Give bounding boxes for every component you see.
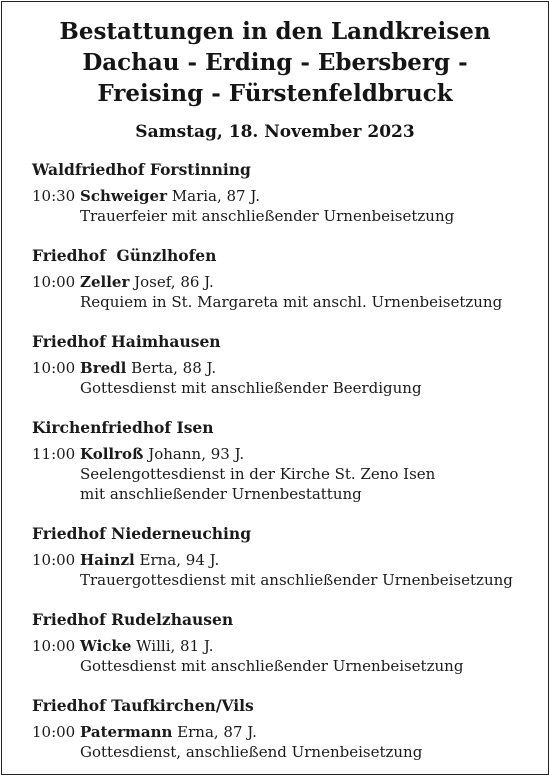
funeral-time: 10:00	[32, 637, 76, 655]
entry-header	[32, 272, 542, 292]
funeral-time: 11:00	[32, 445, 76, 463]
cemetery-block	[32, 524, 542, 590]
deceased-surname: Wicke	[80, 637, 132, 655]
title-line-3: Freising - Fürstenfeldbruck	[97, 80, 453, 107]
cemetery-block	[32, 332, 542, 398]
cemetery-name: Friedhof Taufkirchen/Vils	[32, 696, 254, 715]
page-title	[2, 16, 548, 109]
deceased-surname: Hainzl	[80, 551, 135, 569]
obituary-notice	[1, 1, 549, 775]
ceremony-description: Requiem in St. Margareta mit anschl. Urnenbeisetzung	[80, 293, 503, 311]
cemetery-name: Friedhof Haimhausen	[32, 332, 221, 351]
cemetery-name: Waldfriedhof Forstinning	[32, 160, 251, 179]
deceased-details: Josef, 86 J.	[134, 273, 214, 291]
deceased-details: Erna, 94 J.	[139, 551, 220, 569]
deceased-surname: Zeller	[80, 273, 130, 291]
deceased-surname: Schweiger	[80, 187, 167, 205]
ceremony-description: Gottesdienst mit anschließender Urnenbeisetzung	[80, 657, 464, 675]
deceased-details: Erna, 87 J.	[177, 723, 257, 741]
ceremony-description: Trauergottesdienst mit anschließender Urnenbeisetzung	[80, 571, 513, 589]
cemetery-name: Friedhof Rudelzhausen	[32, 610, 234, 629]
funeral-entry	[32, 186, 542, 226]
cemetery-name: Kirchenfriedhof Isen	[32, 418, 214, 437]
cemetery-block	[32, 160, 542, 226]
funeral-time: 10:00	[32, 723, 76, 741]
deceased-details: Johann, 93 J.	[148, 445, 245, 463]
funeral-time: 10:30	[32, 187, 76, 205]
entry-header	[32, 444, 542, 464]
funeral-entry	[32, 358, 542, 398]
cemetery-block	[32, 610, 542, 676]
cemetery-name: Friedhof Niederneuching	[32, 524, 252, 543]
entry-header	[32, 722, 542, 742]
funeral-entry	[32, 550, 542, 590]
ceremony-description: Gottesdienst mit anschließender Beerdigung	[80, 379, 422, 397]
funeral-time: 10:00	[32, 359, 76, 377]
ceremony-description: mit anschließender Urnenbestattung	[80, 485, 362, 503]
deceased-surname: Kollroß	[80, 445, 144, 463]
cemetery-block	[32, 418, 542, 504]
deceased-surname: Bredl	[80, 359, 127, 377]
entry-header	[32, 186, 542, 206]
funeral-entry	[32, 722, 542, 762]
deceased-details: Berta, 88 J.	[131, 359, 217, 377]
ceremony-description: Seelengottesdienst in der Kirche St. Zeno Isen	[80, 465, 436, 483]
funeral-date: Samstag, 18. November 2023	[135, 122, 415, 142]
funeral-entry	[32, 444, 542, 504]
deceased-details: Willi, 81 J.	[136, 637, 214, 655]
ceremony-description: Gottesdienst, anschließend Urnenbeisetzung	[80, 743, 423, 761]
entry-header	[32, 636, 542, 656]
funeral-entry	[32, 636, 542, 676]
cemetery-name: Friedhof Günzlhofen	[32, 246, 217, 265]
cemetery-block	[32, 696, 542, 762]
entry-header	[32, 358, 542, 378]
title-line-2: Dachau - Erding - Ebersberg -	[82, 49, 468, 76]
cemetery-list	[32, 160, 542, 782]
cemetery-block	[32, 246, 542, 312]
deceased-surname: Patermann	[80, 723, 173, 741]
title-line-1: Bestattungen in den Landkreisen	[59, 18, 491, 45]
funeral-time: 10:00	[32, 273, 76, 291]
entry-header	[32, 550, 542, 570]
funeral-time: 10:00	[32, 551, 76, 569]
funeral-entry	[32, 272, 542, 312]
deceased-details: Maria, 87 J.	[171, 187, 260, 205]
ceremony-description: Trauerfeier mit anschließender Urnenbeisetzung	[80, 207, 455, 225]
